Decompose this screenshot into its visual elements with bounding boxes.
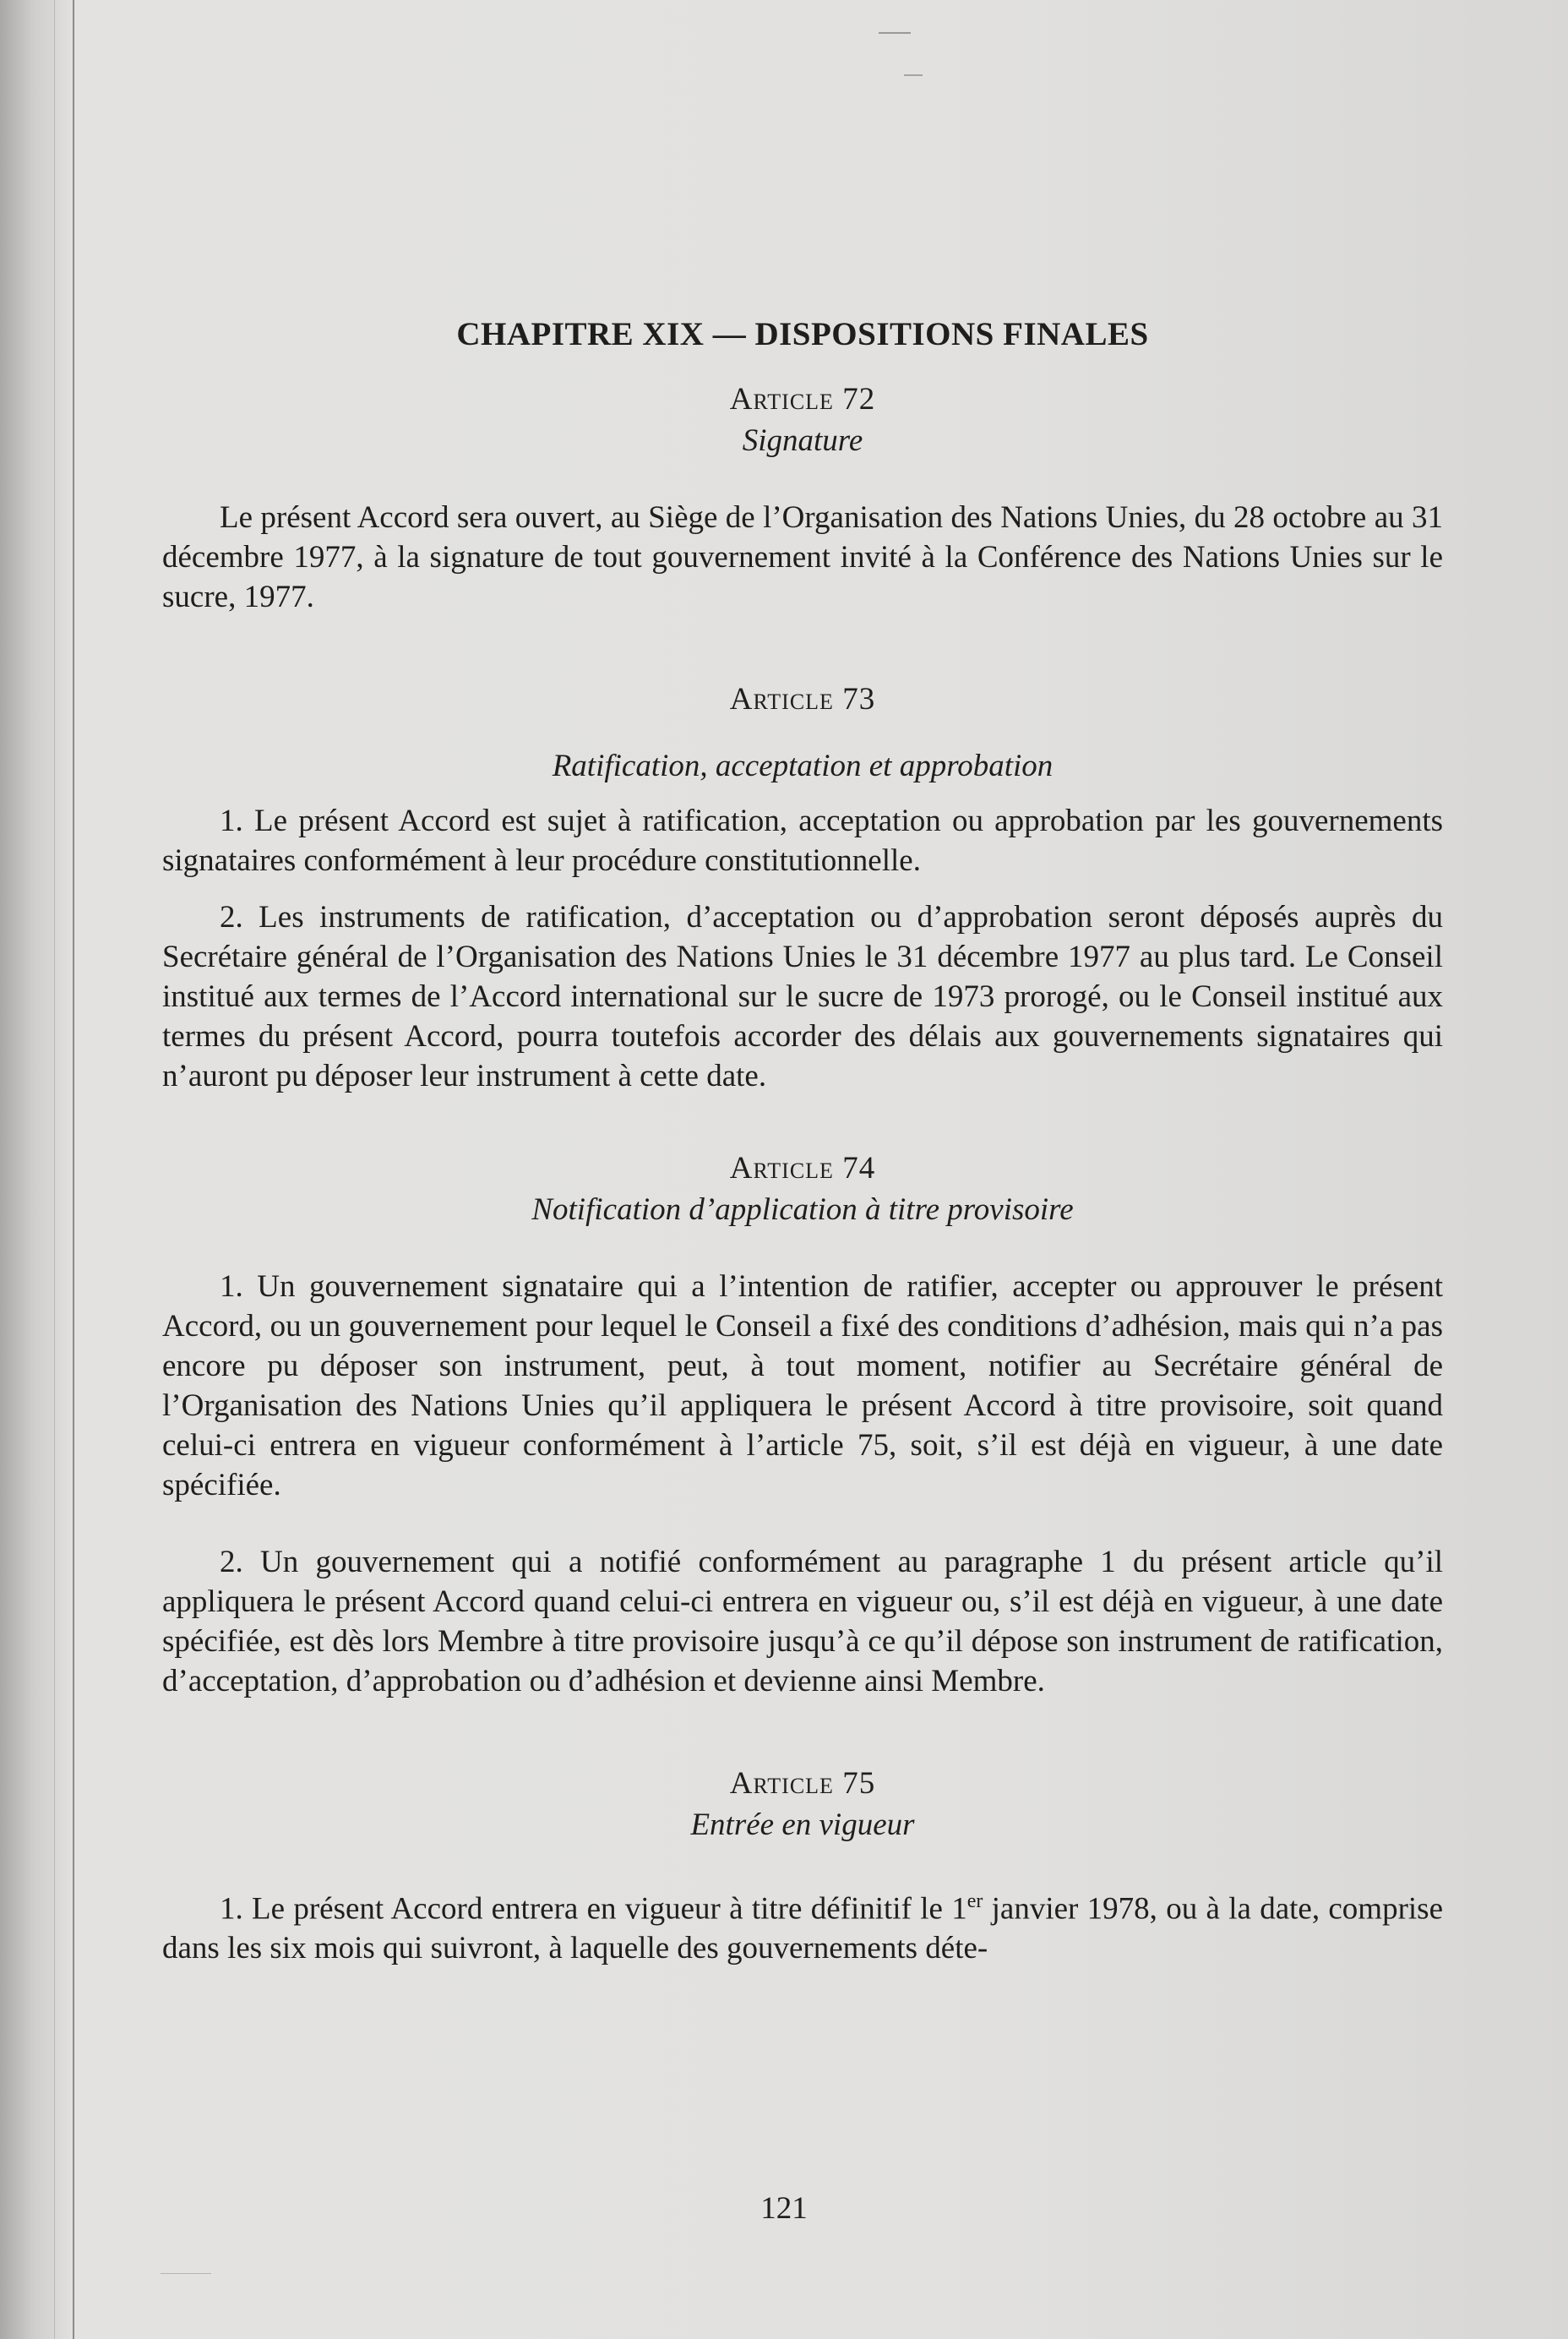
scan-mark <box>879 32 911 34</box>
article-72 <box>162 379 1443 617</box>
chapter-title: CHAPITRE XIX — DISPOSITIONS FINALES <box>456 316 1149 352</box>
binding-shadow <box>54 0 55 2339</box>
document-body <box>162 314 1443 1968</box>
article-73 <box>162 679 1443 1096</box>
article-heading: Article 72 <box>729 382 876 417</box>
article-paragraph: 2. Un gouvernement qui a notifié conformément au paragraphe 1 du présent article qu’il appliquera le présent Accord quand celui-ci entrera en vigueur ou, s’il est déjà en vigueur, à une date spécifiée, est dès lors Membre à titre provisoire jusqu’à ce qu’il dépose son instrument de ratification, d’acceptation, d’approbation ou d’adhésion et devienne ainsi Membre. <box>162 1545 1443 1698</box>
article-title: Entrée en vigueur <box>690 1807 915 1842</box>
scan-mark <box>161 2273 211 2274</box>
article-paragraph: 1. Le présent Accord est sujet à ratification, acceptation ou approbation par les gouvernements signataires conformément à leur procédure constitutionnelle. <box>162 804 1443 878</box>
article-paragraph: 1. Le présent Accord entrera en vigueur à titre définitif le 1er janvier 1978, ou à la date, comprise dans les six mois qui suivront, à laquelle des gouvernements déte- <box>162 1890 1443 1966</box>
article-heading: Article 74 <box>729 1151 876 1186</box>
page-number: 121 <box>760 2191 808 2226</box>
article-heading: Article 73 <box>729 682 876 717</box>
article-paragraph: 1. Un gouvernement signataire qui a l’intention de ratifier, accepter ou approuver le présent Accord, ou un gouvernement pour lequel le Conseil a fixé des conditions d’adhésion, mais qui n’a pas encore pu déposer son instrument, peut, à tout moment, notifier au Secrétaire général de l’Organisation des Nations Unies qu’il appliquera le présent Accord à titre provisoire, soit quand celui-ci entrera en vigueur conformément à l’article 75, soit, s’il est déjà en vigueur, à une date spécifiée. <box>162 1269 1443 1502</box>
article-paragraph: Le présent Accord sera ouvert, au Siège de l’Organisation des Nations Unies, du 28 octobre au 31 décembre 1977, à la signature de tout gouvernement invité à la Conférence des Nations Unies sur le sucre, 1977. <box>162 500 1443 614</box>
article-paragraph: 2. Les instruments de ratification, d’acceptation ou d’approbation seront déposés auprès du Secrétaire général de l’Organisation des Nations Unies le 31 décembre 1977 au plus tard. Le Conseil institué aux termes de l’Accord international sur le sucre de 1973 prorogé, ou le Conseil institué aux termes du présent Accord, pourra toutefois accorder des délais aux gouvernements signataires qui n’auront pu déposer leur instrument à cette date. <box>162 900 1443 1093</box>
binding-edge <box>73 0 74 2339</box>
article-75 <box>162 1764 1443 1968</box>
article-title: Ratification, acceptation et approbation <box>552 749 1054 783</box>
article-74 <box>162 1148 1443 1701</box>
article-title: Signature <box>742 423 863 458</box>
article-heading: Article 75 <box>729 1766 876 1801</box>
scan-mark <box>904 74 923 76</box>
article-title: Notification d’application à titre provisoire <box>531 1192 1074 1227</box>
